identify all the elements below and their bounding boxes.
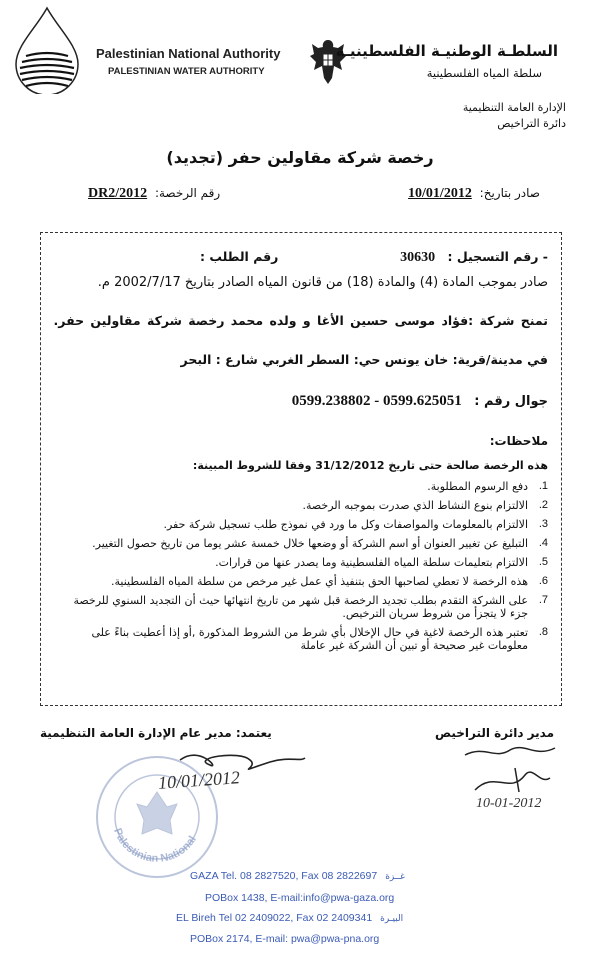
licensing-director-title: مدير دائرة التراخيص xyxy=(434,726,554,740)
condition-item: 8. تعتبر هذه الرخصة لاغية في حال الإخلال بأي شرط من الشروط المذكورة ,أو إذا أعطيت بناءً على معلومات غير صحيحة أو تبين أن الشركة غير عاملة xyxy=(91,626,548,652)
footer-bireh-contact: EL Bireh Tel 02 2409022, Fax 02 2409341 البيـرة xyxy=(176,912,404,924)
registration-label: - رقم التسجيل : xyxy=(447,249,548,264)
approver-signature-date: 10/01/2012 xyxy=(157,767,241,793)
condition-item: 5. الالتزام بتعليمات سلطة المياه الفلسطينية وما يصدر عنها من قرارات. xyxy=(215,556,548,569)
license-number xyxy=(88,186,220,202)
director-signature-date: 10-01-2012 xyxy=(476,796,542,811)
org-name-en: Palestinian National Authority xyxy=(96,46,281,61)
conditions-list xyxy=(73,480,548,658)
registration-value: 30630 xyxy=(400,250,436,265)
department-line-2: دائرة التراخيص xyxy=(497,117,566,130)
validity-statement: هذه الرخصة صالحة حتى تاريخ 31/12/2012 وفقا للشروط المبينة: xyxy=(192,459,548,472)
address-line: في مدينة/قرية: خان يونس حي: السطر الغربي شارع : البحر xyxy=(180,352,548,367)
footer-bireh-pobox[interactable]: POBox 2174, E-mail: pwa@pwa-pna.org xyxy=(190,933,380,945)
grant-statement: تمنح شركة :فؤاد موسى حسين الأغا و ولده محمد رخصة شركة مقاولين حفر. xyxy=(53,313,548,328)
issue-date xyxy=(408,186,540,202)
mobile-numbers xyxy=(292,393,548,410)
license-number-value: DR2/2012 xyxy=(88,186,148,201)
condition-item: 1. دفع الرسوم المطلوبة. xyxy=(427,480,548,493)
department-line-1: الإدارة العامة التنظيمية xyxy=(462,101,566,114)
mobile-value: 0599.238802 - 0599.625051 xyxy=(291,393,462,409)
issue-date-value: 10/01/2012 xyxy=(408,186,472,201)
mobile-label: جوال رقم : xyxy=(474,394,548,409)
registration-number xyxy=(400,249,548,266)
notes-heading: ملاحظات: xyxy=(489,434,548,448)
document-title: رخصة شركة مقاولين حفر (تجديد) xyxy=(166,148,434,167)
condition-item: 4. التبليغ عن تغيير العنوان أو اسم الشركة أو وضعها خلال خمسة عشر يوما من تاريخ حصول التغيير. xyxy=(92,537,548,550)
request-number-label: رقم الطلب : xyxy=(200,249,279,264)
footer-gaza-pobox[interactable]: POBox 1438, E-mail:info@pwa-gaza.org xyxy=(205,892,395,904)
condition-item: 3. الالتزام بالمعلومات والمواصفات وكل ما ورد في نموذج طلب تسجيل شركة حفر. xyxy=(163,518,548,531)
condition-item: 2. الالتزام بنوع النشاط الذي صدرت بموجبه الرخصة. xyxy=(302,499,548,512)
authority-name-en: PALESTINIAN WATER AUTHORITY xyxy=(108,66,265,77)
authority-name-ar: سلطة المياه الفلسطينية xyxy=(426,66,542,80)
water-drop-icon xyxy=(8,6,86,94)
condition-item: 6. هذه الرخصة لا تعطي لصاحبها الحق بتنفيذ أي عمل غير مرخص من سلطة المياه الفلسطينية. xyxy=(110,575,548,588)
issue-date-label: صادر بتاريخ: xyxy=(479,186,540,200)
condition-item: 7. على الشركة التقدم بطلب تجديد الرخصة قبل شهر من تاريخ انتهائها حيث أن التجديد السنوي للرخصة جزء لا يتجزأ من شروط سريان الترخيص. xyxy=(73,594,548,620)
org-name-ar: السلطـة الوطنيـة الفلسطينيـة xyxy=(335,42,558,60)
approver-title: يعتمد: مدير عام الإدارة العامة التنظيمية xyxy=(40,726,272,740)
footer-gaza-contact: GAZA Tel. 08 2827520, Fax 08 2822697 غــزة xyxy=(190,870,405,882)
license-number-label: رقم الرخصة: xyxy=(154,186,221,200)
svg-text:Palestinian National: Palestinian National xyxy=(111,826,199,865)
law-reference: صادر بموجب المادة (4) والمادة (18) من قانون المياه الصادر بتاريخ 2002/7/17 م. xyxy=(97,275,548,290)
